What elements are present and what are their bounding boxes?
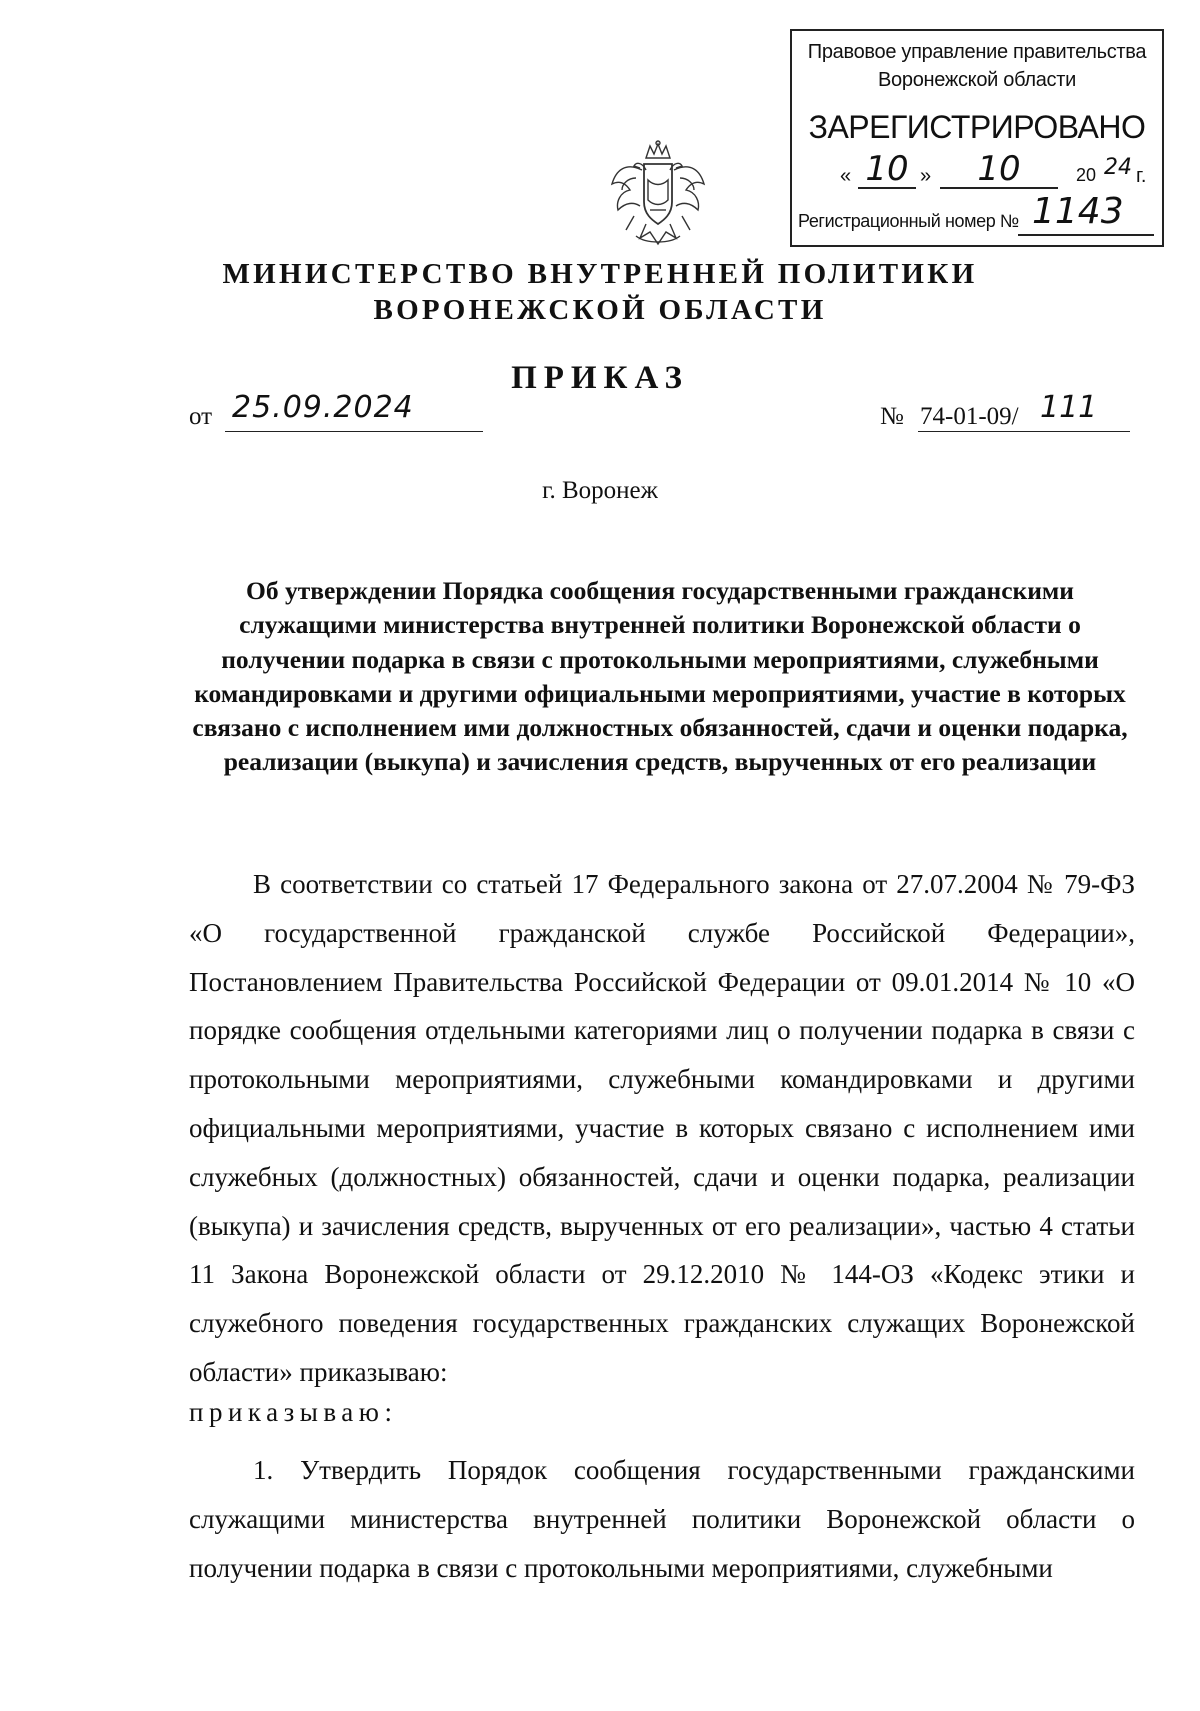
- registration-stamp: [790, 29, 1164, 247]
- stamp-year-prefix: 20: [1076, 165, 1097, 185]
- stamp-date: [840, 149, 1160, 189]
- stamp-month: 10: [940, 149, 1058, 189]
- stamp-quote-close: »: [920, 165, 932, 187]
- item-1-paragraph: 1. Утвердить Порядок сообщения государственными гражданскими служащими министерства внутренней политики Воронежской области о получении подарка в связи с протокольными мероприятиями, служебными: [189, 1455, 1135, 1583]
- order-subject: Об утверждении Порядка сообщения государственными гражданскими служащими министерства внутренней политики Воронежской области о получении подарка в связи с протокольными мероприятиями, служебными командировками и другими официальными мероприятиями, участие в которых связано с исполнением ими должностных обязанностей, сдачи и оценки подарка, реализации (выкупа) и зачисления средств, вырученных от его реализации: [192, 576, 1128, 777]
- order-date-label: от: [189, 403, 213, 430]
- ministry-name-line2: ВОРОНЕЖСКОЙ ОБЛАСТИ: [373, 294, 827, 326]
- orders-word: приказываю:: [189, 1397, 398, 1427]
- order-date: 25.09.2024: [232, 390, 414, 425]
- stamp-org-line1: Правовое управление правительства: [807, 41, 1147, 63]
- order-number-handwritten: 111: [1040, 390, 1098, 425]
- stamp-quote-open: «: [840, 165, 852, 187]
- coat-of-arms-icon: [606, 140, 710, 250]
- ministry-name-line1: МИНИСТЕРСТВО ВНУТРЕННЕЙ ПОЛИТИКИ: [222, 258, 978, 290]
- stamp-org-line2: Воронежской области: [878, 69, 1076, 91]
- city: г. Воронеж: [542, 477, 658, 504]
- stamp-number-label: Регистрационный номер №: [798, 211, 1019, 231]
- stamp-registered: ЗАРЕГИСТРИРОВАНО: [808, 109, 1146, 145]
- stamp-year-handwritten: 24: [1104, 155, 1132, 180]
- stamp-day: 10: [858, 149, 916, 189]
- document-type: ПРИКАЗ: [511, 360, 689, 396]
- stamp-number: 1143: [1032, 191, 1124, 232]
- preamble-paragraph: В соответствии со статьей 17 Федерального закона от 27.07.2004 № 79-ФЗ «О государственной гражданской службе Российской Федерации», Постановлением Правительства Российской Федерации от 09.01.2014 № 10 «О порядке сообщения отдельными категориями лиц о получении подарка в связи с протокольными мероприятиями, служебными командировками и другими официальными мероприятиями, участие в которых связано с исполнением ими служебных (должностных) обязанностей, сдачи и оценки подарка, реализации (выкупа) и зачисления средств, вырученных от его реализации», частью 4 статьи 11 Закона Воронежской области от 29.12.2010 № 144-ОЗ «Кодекс этики и служебного поведения государственных гражданских служащих Воронежской области» приказываю:: [189, 869, 1135, 1387]
- stamp-year-suffix: г.: [1136, 165, 1147, 187]
- order-number-label: №: [880, 403, 904, 430]
- order-number-prefix: 74-01-09/: [920, 403, 1019, 430]
